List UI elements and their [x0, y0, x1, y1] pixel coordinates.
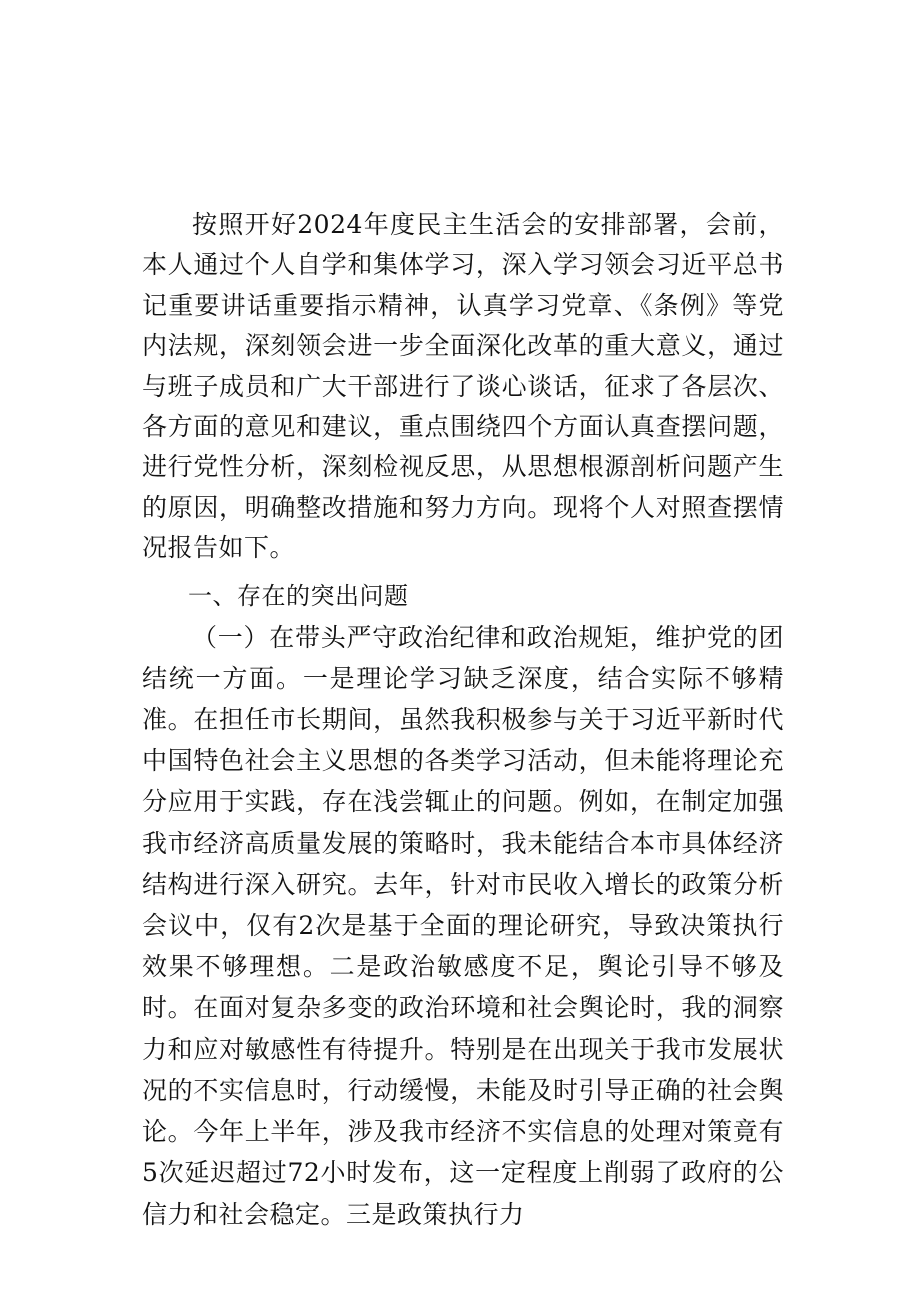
section-paragraph: （一）在带头严守政治纪律和政治规矩，维护党的团结统一方面。一是理论学习缺乏深度，结合实际不够精准。在担任市长期间，虽然我积极参与关于习近平新时代中国特色社会主义思想的各类学习活动，但未能将理论充分应用于实践，存在浅尝辄止的问题。例如，在制定加强我市经济高质量发展的策略时，我未能结合本市具体经济结构进行深入研究。去年，针对市民收入增长的政策分析会议中，仅有2次是基于全面的理论研究，导致决策执行效果不够理想。二是政治敏感度不足，舆论引导不够及时。在面对复杂多变的政治环境和社会舆论时，我的洞察力和应对敏感性有待提升。特别是在出现关于我市发展状况的不实信息时，行动缓慢，未能及时引导正确的社会舆论。今年上半年，涉及我市经济不实信息的处理对策竟有5次延迟超过72小时发布，这一定程度上削弱了政府的公信力和社会稳定。三是政策执行力 — [142, 622, 784, 1229]
document-body — [142, 205, 784, 1235]
section-heading: 一、存在的突出问题 — [188, 581, 409, 610]
intro-paragraph: 按照开好2024年度民主生活会的安排部署，会前，本人通过个人自学和集体学习，深入学习领会习近平总书记重要讲话重要指示精神，认真学习党章、《条例》等党内法规，深刻领会进一步全面深化改革的重大意义，通过与班子成员和广大干部进行了谈心谈话，征求了各层次、各方面的意见和建议，重点围绕四个方面认真查摆问题，进行党性分析，深刻检视反思，从思想根源剖析问题产生的原因，明确整改措施和努力方向。现将个人对照查摆情况报告如下。 — [142, 210, 784, 563]
